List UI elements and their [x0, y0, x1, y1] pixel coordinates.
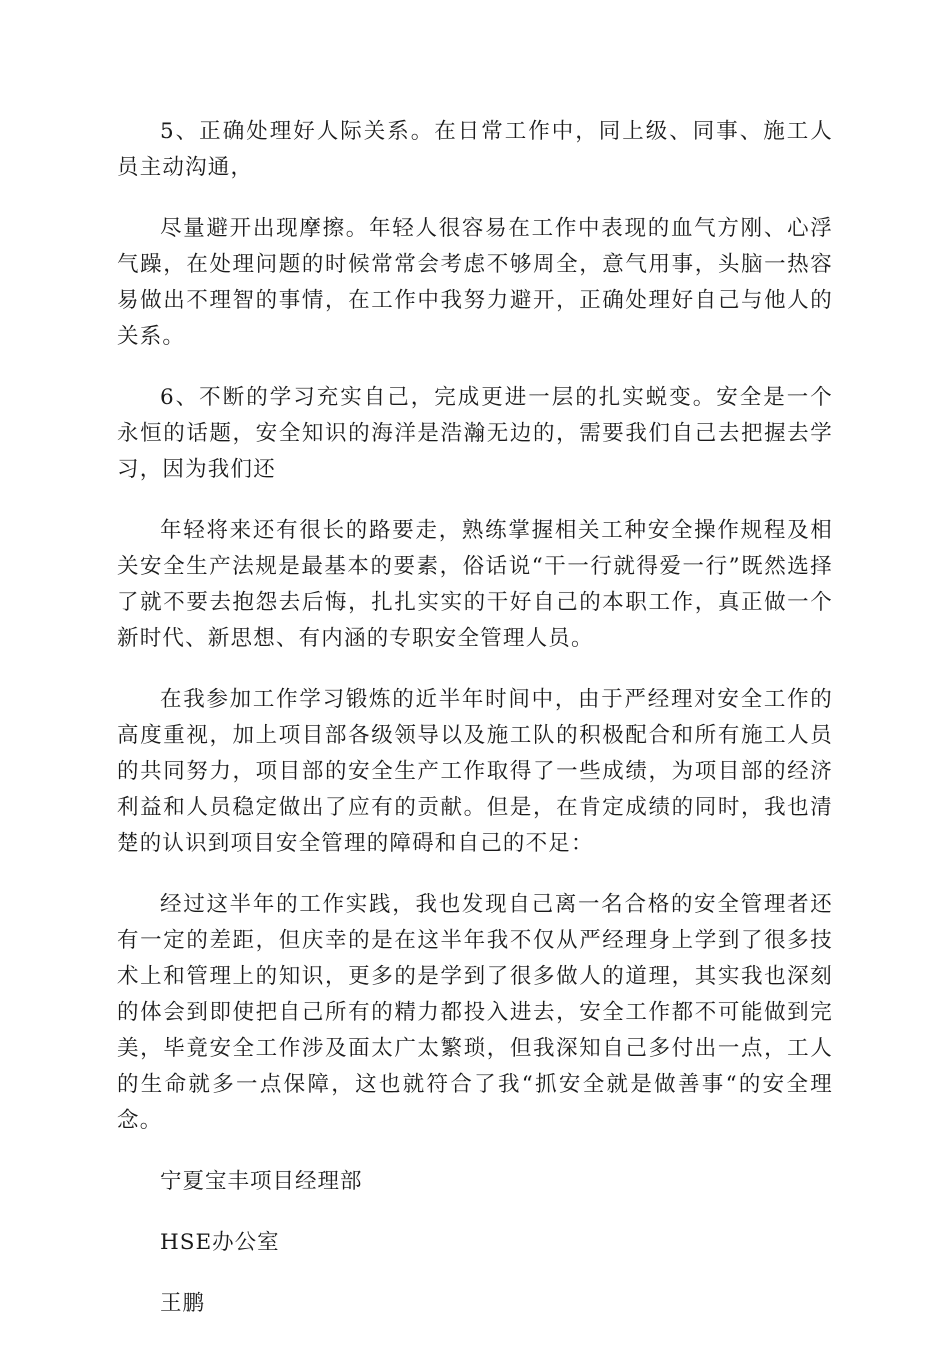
document-body: [117, 114, 833, 1347]
paragraph-continuous-learning: 6、不断的学习充实自己，完成更进一层的扎实蜕变。安全是一个永恒的话题，安全知识的海洋是浩瀚无边的，需要我们自己去把握去学习，因为我们还: [117, 385, 833, 482]
paragraph-long-road: 年轻将来还有很长的路要走，熟练掌握相关工种安全操作规程及相关安全生产法规是最基本的要素，俗话说“干一行就得爱一行”既然选择了就不要去抱怨去后悔，扎扎实实的干好自己的本职工作，真正做一个新时代、新思想、有内涵的专职安全管理人员。: [117, 518, 833, 651]
paragraph-interpersonal: 5、正确处理好人际关系。在日常工作中，同上级、同事、施工人员主动沟通，: [117, 119, 833, 180]
paragraph-achievements: 在我参加工作学习锻炼的近半年时间中，由于严经理对安全工作的高度重视，加上项目部各级领导以及施工队的积极配合和所有施工人员的共同努力，项目部的安全生产工作取得了一些成绩，为项目部的经济利益和人员稳定做出了应有的贡献。但是，在肯定成绩的同时，我也清楚的认识到项目安全管理的障碍和自己的不足：: [117, 687, 833, 856]
paragraph-avoid-friction: 尽量避开出现摩擦。年轻人很容易在工作中表现的血气方刚、心浮气躁，在处理问题的时候常常会考虑不够周全，意气用事，头脑一热容易做出不理智的事情，在工作中我努力避开，正确处理好自己与他人的关系。: [117, 216, 833, 349]
signature-organization: 宁夏宝丰项目经理部: [160, 1169, 363, 1194]
signature-office: HSE办公室: [160, 1230, 280, 1255]
paragraph-reflection: 经过这半年的工作实践，我也发现自己离一名合格的安全管理者还有一定的差距，但庆幸的是在这半年我不仅从严经理身上学到了很多技术上和管理上的知识，更多的是学到了很多做人的道理，其实我也深刻的体会到即使把自己所有的精力都投入进去，安全工作都不可能做到完美，毕竟安全工作涉及面太广太繁琐，但我深知自己多付出一点，工人的生命就多一点保障，这也就符合了我“抓安全就是做善事“的安全理念。: [117, 892, 833, 1133]
signature-name: 王鹏: [160, 1291, 206, 1316]
